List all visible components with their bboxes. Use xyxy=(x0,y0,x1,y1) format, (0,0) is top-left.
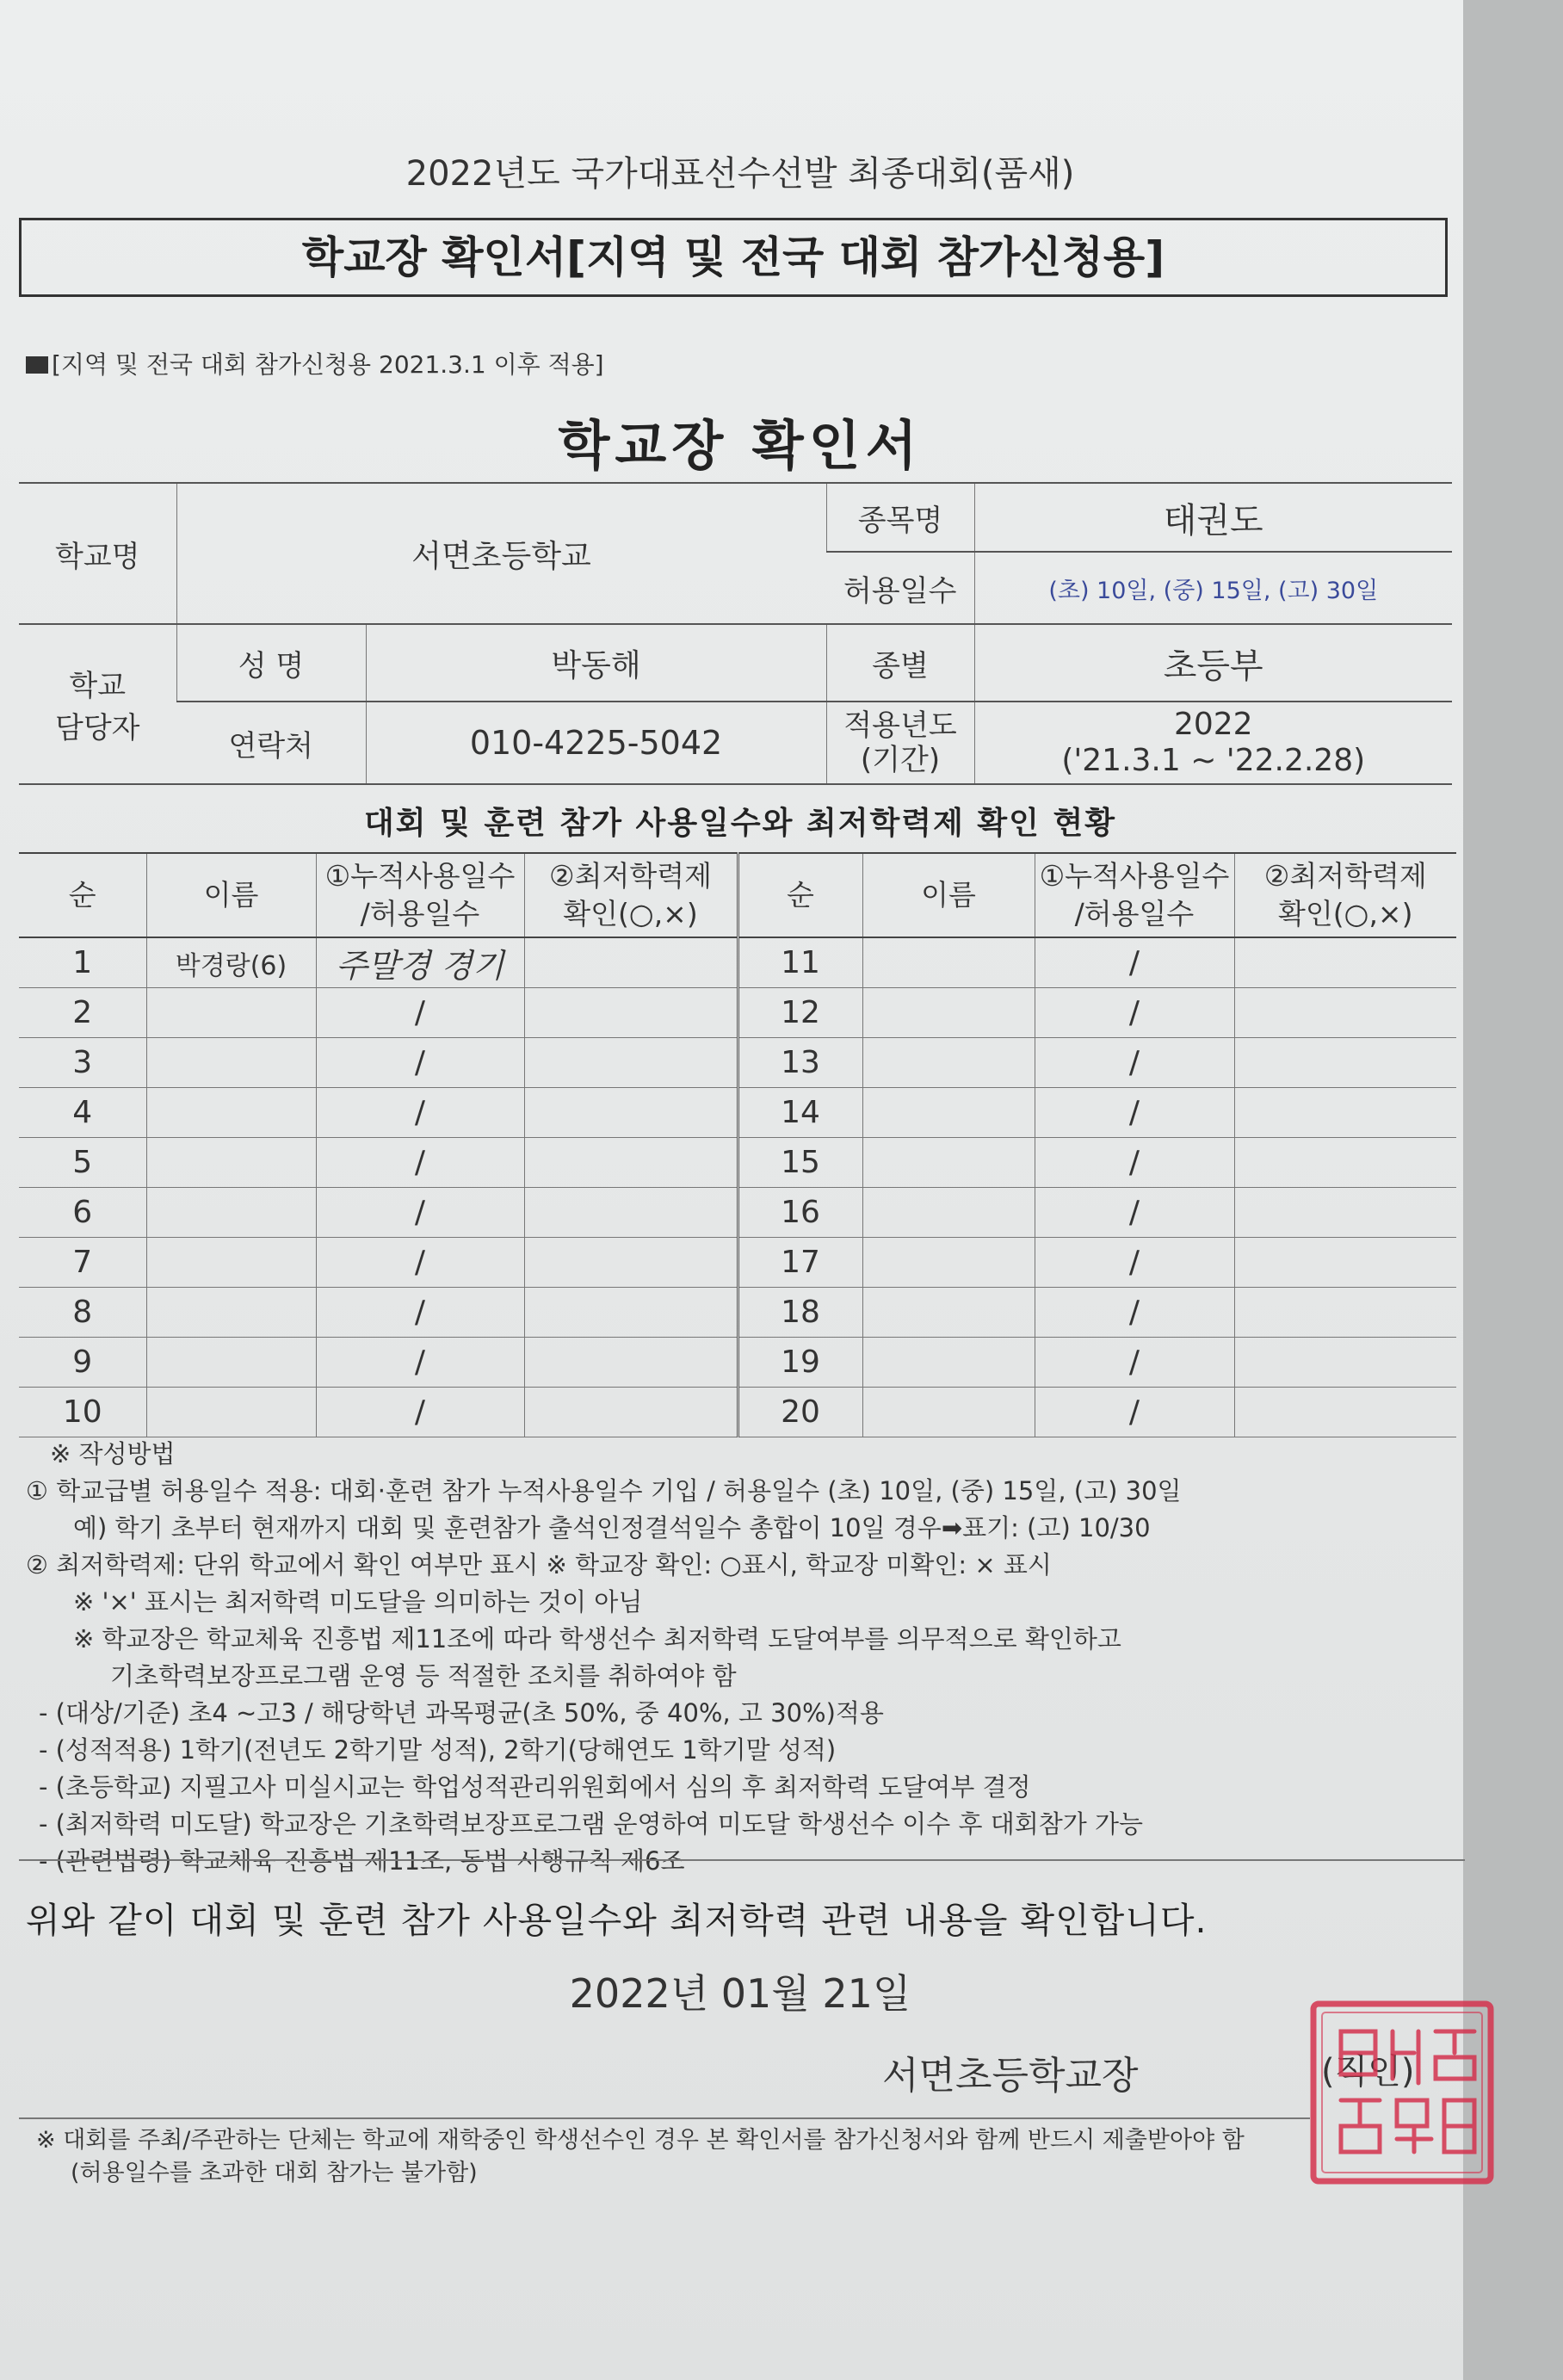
table-row xyxy=(19,1338,1456,1388)
manager-label xyxy=(19,624,176,784)
row-min-check xyxy=(524,1288,738,1338)
manager-name: 박동해 xyxy=(366,624,826,702)
document-title: 학교장 확인서 xyxy=(558,414,923,477)
table-row xyxy=(19,988,1456,1038)
row-days: / xyxy=(1035,1388,1234,1437)
row-min-check xyxy=(524,1238,738,1288)
row-number: 9 xyxy=(19,1338,146,1388)
row-days: / xyxy=(316,1288,524,1338)
row-name xyxy=(862,1388,1035,1437)
table-row xyxy=(19,1238,1456,1288)
col-header-min-line1: ②최저학력제 xyxy=(1263,859,1427,893)
row-number: 1 xyxy=(19,937,146,988)
name-label: 성 명 xyxy=(176,624,366,702)
competition-title: 2022년도 국가대표선수선발 최종대회(품새) xyxy=(405,154,1075,194)
contact-value: 010-4225-5042 xyxy=(366,702,826,784)
apply-note-text: [지역 및 전국 대회 참가신청용 2021.3.1 이후 적용] xyxy=(52,350,604,379)
row-number: 11 xyxy=(738,937,862,988)
col-header-name: 이름 xyxy=(862,853,1035,937)
method-line: 기초학력보장프로그램 운영 등 적절한 조치를 취하여야 함 xyxy=(110,1661,737,1691)
col-header-min xyxy=(1234,853,1456,937)
row-days: / xyxy=(1035,1188,1234,1238)
row-number: 18 xyxy=(738,1288,862,1338)
table-row xyxy=(19,1038,1456,1088)
row-days: / xyxy=(316,1238,524,1288)
row-name xyxy=(146,1388,316,1437)
row-number: 19 xyxy=(738,1338,862,1388)
row-name xyxy=(146,1288,316,1338)
status-table xyxy=(19,852,1456,1437)
col-header-days-line1: ①누적사용일수 xyxy=(324,859,516,893)
school-info-table xyxy=(19,482,1452,785)
col-header-days xyxy=(1035,853,1234,937)
row-min-check xyxy=(524,1088,738,1138)
row-name xyxy=(862,1138,1035,1188)
row-min-check xyxy=(1234,1088,1456,1138)
row-min-check xyxy=(524,1338,738,1388)
method-line: - (관련법령) 학교체육 진흥법 제11조, 동법 시행규칙 제6조 xyxy=(39,1846,685,1876)
row-min-check xyxy=(524,1388,738,1437)
year-value xyxy=(974,702,1452,784)
row-min-check xyxy=(1234,1388,1456,1437)
division-value: 초등부 xyxy=(974,624,1452,702)
row-min-check xyxy=(1234,1238,1456,1288)
manager-label-line1: 학교 xyxy=(69,669,127,703)
apply-note xyxy=(26,346,604,380)
row-name xyxy=(146,1088,316,1138)
year-label-line1: 적용년도 xyxy=(843,708,957,743)
writing-method xyxy=(26,1436,1455,1880)
table-row xyxy=(19,937,1456,988)
row-number: 7 xyxy=(19,1238,146,1288)
col-header-days-line2: /허용일수 xyxy=(1074,897,1195,930)
col-header-days-line1: ①누적사용일수 xyxy=(1039,859,1230,893)
sport-value: 태권도 xyxy=(974,483,1452,552)
col-header-no: 순 xyxy=(738,853,862,937)
row-number: 5 xyxy=(19,1138,146,1188)
row-days: / xyxy=(1035,988,1234,1038)
table-row xyxy=(19,1138,1456,1188)
allowed-days-value: (초) 10일, (중) 15일, (고) 30일 xyxy=(974,552,1452,624)
row-number: 20 xyxy=(738,1388,862,1437)
row-number: 16 xyxy=(738,1188,862,1238)
row-number: 15 xyxy=(738,1138,862,1188)
row-min-check xyxy=(1234,1188,1456,1238)
method-line: ② 최저학력제: 단위 학교에서 확인 여부만 표시 ※ 학교장 확인: ○표시, 학교장 미확인: × 표시 xyxy=(26,1550,1052,1579)
row-number: 6 xyxy=(19,1188,146,1238)
table-row xyxy=(19,1088,1456,1138)
row-name xyxy=(862,1188,1035,1238)
col-header-no: 순 xyxy=(19,853,146,937)
school-name: 서면초등학교 xyxy=(176,483,826,624)
method-line: 예) 학기 초부터 현재까지 대회 및 훈련참가 출석인정결석일수 총합이 10일 경우➡표기: (고) 10/30 xyxy=(73,1513,1151,1542)
row-days: / xyxy=(1035,937,1234,988)
method-line: ※ 학교장은 학교체육 진흥법 제11조에 따라 학생선수 최저학력 도달여부를 의무적으로 확인하고 xyxy=(73,1624,1121,1654)
row-days: / xyxy=(1035,1088,1234,1138)
row-name xyxy=(146,1188,316,1238)
col-header-days-line2: /허용일수 xyxy=(360,897,480,930)
row-name xyxy=(146,1238,316,1288)
table-row xyxy=(19,1288,1456,1338)
row-min-check xyxy=(524,988,738,1038)
contact-label: 연락처 xyxy=(176,702,366,784)
row-number: 8 xyxy=(19,1288,146,1338)
col-header-min-line2: 확인(○,×) xyxy=(1278,897,1413,930)
row-name xyxy=(146,1338,316,1388)
year-value-line2: ('21.3.1 ~ '22.2.28) xyxy=(1061,743,1366,778)
status-title: 대회 및 훈련 참가 사용일수와 최저학력제 확인 현황 xyxy=(363,806,1117,841)
status-table-body xyxy=(19,937,1456,1437)
row-number: 3 xyxy=(19,1038,146,1088)
row-days: / xyxy=(1035,1038,1234,1088)
row-min-check xyxy=(1234,988,1456,1038)
col-header-name: 이름 xyxy=(146,853,316,937)
confirmation-statement: 위와 같이 대회 및 훈련 참가 사용일수와 최저학력 관련 내용을 확인합니다. xyxy=(26,1900,1208,1941)
row-days: / xyxy=(1035,1138,1234,1188)
row-min-check xyxy=(524,1138,738,1188)
year-value-line1: 2022 xyxy=(1173,707,1253,742)
row-number: 10 xyxy=(19,1388,146,1437)
school-label: 학교명 xyxy=(19,483,176,624)
row-min-check xyxy=(524,1038,738,1088)
method-line: - (초등학교) 지필고사 미실시교는 학업성적관리위원회에서 심의 후 최저학력 도달여부 결정 xyxy=(39,1772,1031,1802)
row-days: / xyxy=(1035,1288,1234,1338)
row-days: / xyxy=(316,1388,524,1437)
form-box-title: 학교장 확인서[지역 및 전국 대회 참가신청용] xyxy=(19,218,1448,297)
col-header-min xyxy=(524,853,738,937)
row-min-check xyxy=(1234,1038,1456,1088)
footnote xyxy=(36,2124,1448,2190)
row-days: / xyxy=(1035,1338,1234,1388)
manager-label-line2: 담당자 xyxy=(54,711,140,745)
row-number: 14 xyxy=(738,1088,862,1138)
row-name: 박경랑(6) xyxy=(146,937,316,988)
col-header-min-line2: 확인(○,×) xyxy=(563,897,698,930)
row-min-check xyxy=(1234,1138,1456,1188)
principal-name: 서면초등학교장 xyxy=(882,2054,1139,2098)
row-name xyxy=(862,1288,1035,1338)
year-label xyxy=(826,702,974,784)
method-line: ※ '×' 표시는 최저학력 미도달을 의미하는 것이 아님 xyxy=(73,1587,643,1617)
row-days: / xyxy=(1035,1238,1234,1288)
row-number: 12 xyxy=(738,988,862,1038)
row-days: / xyxy=(316,1088,524,1138)
row-name xyxy=(862,937,1035,988)
row-name xyxy=(146,1038,316,1088)
row-number: 2 xyxy=(19,988,146,1038)
row-name xyxy=(862,1338,1035,1388)
year-label-line2: (기간) xyxy=(860,743,941,777)
row-number: 4 xyxy=(19,1088,146,1138)
col-header-days xyxy=(316,853,524,937)
seal-label: (직인) xyxy=(1321,2052,1415,2092)
row-name xyxy=(146,1138,316,1188)
allowed-days-label: 허용일수 xyxy=(826,552,974,624)
row-name xyxy=(862,1088,1035,1138)
row-min-check xyxy=(524,937,738,988)
division-label: 종별 xyxy=(826,624,974,702)
table-row xyxy=(19,1388,1456,1437)
method-line: - (최저학력 미도달) 학교장은 기초학력보장프로그램 운영하여 미도달 학생선수 이수 후 대회참가 가능 xyxy=(39,1809,1144,1839)
col-header-min-line1: ②최저학력제 xyxy=(549,859,712,893)
issue-date: 2022년 01월 21일 xyxy=(569,1970,911,2017)
method-line: - (대상/기준) 초4 ~고3 / 해당학년 과목평균(초 50%, 중 40%, 고 30%)적용 xyxy=(39,1698,884,1728)
row-days: 주말경 경기 xyxy=(316,937,524,988)
row-min-check xyxy=(1234,1338,1456,1388)
footnote-line: (허용일수를 초과한 대회 참가는 불가함) xyxy=(71,2160,478,2186)
row-min-check xyxy=(1234,937,1456,988)
row-name xyxy=(862,1238,1035,1288)
method-line: ① 학교급별 허용일수 적용: 대회·훈련 참가 누적사용일수 기입 / 허용일수 (초) 10일, (중) 15일, (고) 30일 xyxy=(26,1476,1182,1505)
table-row xyxy=(19,1188,1456,1238)
sport-label: 종목명 xyxy=(826,483,974,552)
square-bullet-icon xyxy=(26,356,48,374)
row-days: / xyxy=(316,1138,524,1188)
divider xyxy=(19,2117,1310,2119)
method-title: ※ 작성방법 xyxy=(50,1439,176,1468)
row-min-check xyxy=(524,1188,738,1238)
method-line: - (성적적용) 1학기(전년도 2학기말 성적), 2학기(당해연도 1학기말 성적) xyxy=(39,1735,837,1765)
row-name xyxy=(862,988,1035,1038)
divider xyxy=(19,1859,1465,1861)
row-name xyxy=(146,988,316,1038)
row-days: / xyxy=(316,1338,524,1388)
row-days: / xyxy=(316,1188,524,1238)
row-min-check xyxy=(1234,1288,1456,1338)
row-number: 13 xyxy=(738,1038,862,1088)
row-days: / xyxy=(316,988,524,1038)
row-number: 17 xyxy=(738,1238,862,1288)
row-name xyxy=(862,1038,1035,1088)
footnote-line: ※ 대회를 주최/주관하는 단체는 학교에 재학중인 학생선수인 경우 본 확인서를 참가신청서와 함께 반드시 제출받아야 함 xyxy=(36,2127,1245,2154)
row-days: / xyxy=(316,1038,524,1088)
